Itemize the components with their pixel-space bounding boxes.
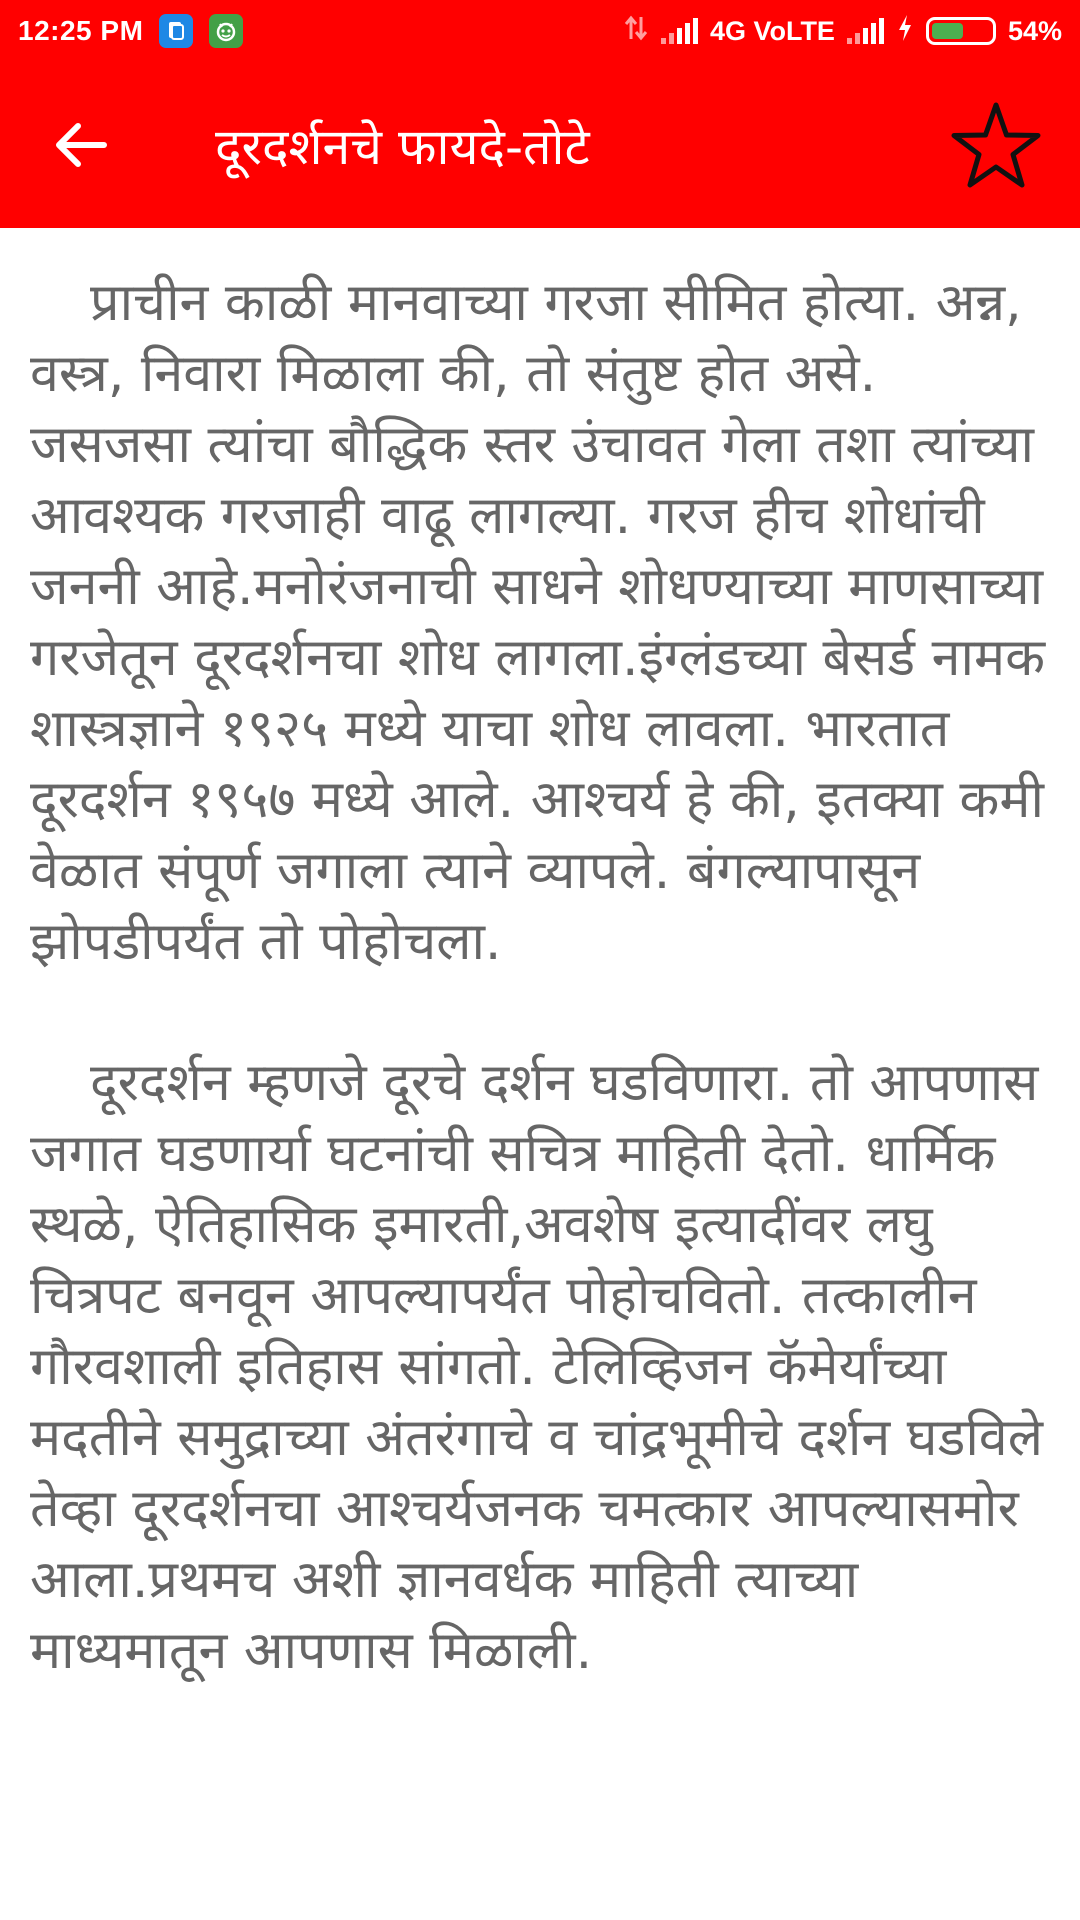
- status-left: [18, 14, 243, 48]
- battery-fill: [932, 23, 963, 39]
- battery-percent: 54%: [1007, 15, 1062, 46]
- favorite-button[interactable]: [946, 95, 1046, 195]
- app-bar: [0, 62, 1080, 228]
- signal-icon: [661, 18, 698, 44]
- star-outline-icon: [950, 101, 1042, 189]
- status-bar: [0, 0, 1080, 62]
- arrow-left-icon: [54, 121, 108, 169]
- charging-icon: [896, 13, 914, 50]
- article-content: [0, 228, 1080, 1920]
- notification-green-icon: [209, 14, 243, 48]
- article-paragraph-2: दूरदर्शन म्हणजे दूरचे दर्शन घडविणारा. तो आपणास जगात घडणार्या घटनांची सचित्र माहिती देतो. धार्मिक स्थळे, ऐतिहासिक इमारती,अवशेष इत्यादींवर लघु चित्रपट बनवून आपल्यापर्यंत पोहोचवितो. तत्कालीन गौरवशाली इतिहास सांगतो. टेलिव्हिजन कॅमेर्यांच्या मदतीने समुद्राच्या अंतरंगाचे व चांद्रभूमीचे दर्शन घडविले तेव्हा दूरदर्शनचा आश्चर्यजनक चमत्कार आपल्यासमोर आला.प्रथमच अशी ज्ञानवर्धक माहिती त्याच्या माध्यमातून आपणास मिळाली.: [30, 1053, 1043, 1681]
- status-time: 12:25 PM: [18, 15, 144, 46]
- signal-icon-2: [847, 18, 884, 44]
- data-arrows-icon: [623, 13, 649, 50]
- article-paragraph-1: प्राचीन काळी मानवाच्या गरजा सीमित होत्या. अन्न, वस्त्र, निवारा मिळाला की, तो संतुष्ट होत असे. जसजसा त्यांचा बौद्धिक स्तर उंचावत गेला तशा त्यांच्या आवश्यक गरजाही वाढू लागल्या. गरज हीच शोधांची जननी आहे.मनोरंजनाची साधने शोधण्याच्या माणसाच्या गरजेतून दूरदर्शनचा शोध लागला.इंग्लंडच्या बेसर्ड नामक शास्त्रज्ञाने १९२५ मध्ये याचा शोध लावला. भारतात दूरदर्शन १९५७ मध्ये आले. आश्चर्य हे की, इतक्या कमी वेळात संपूर्ण जगाला त्याने व्यापले. बंगल्यापासून झोपडीपर्यंत तो पोहोचला.: [30, 273, 1046, 972]
- battery-icon: [926, 17, 996, 45]
- page-title: दूरदर्शनचे फायदे-तोटे: [215, 118, 590, 176]
- network-label: 4G VoLTE: [709, 15, 835, 46]
- status-right: [623, 13, 1062, 50]
- back-button[interactable]: [46, 110, 116, 180]
- notification-blue-icon: [159, 14, 193, 48]
